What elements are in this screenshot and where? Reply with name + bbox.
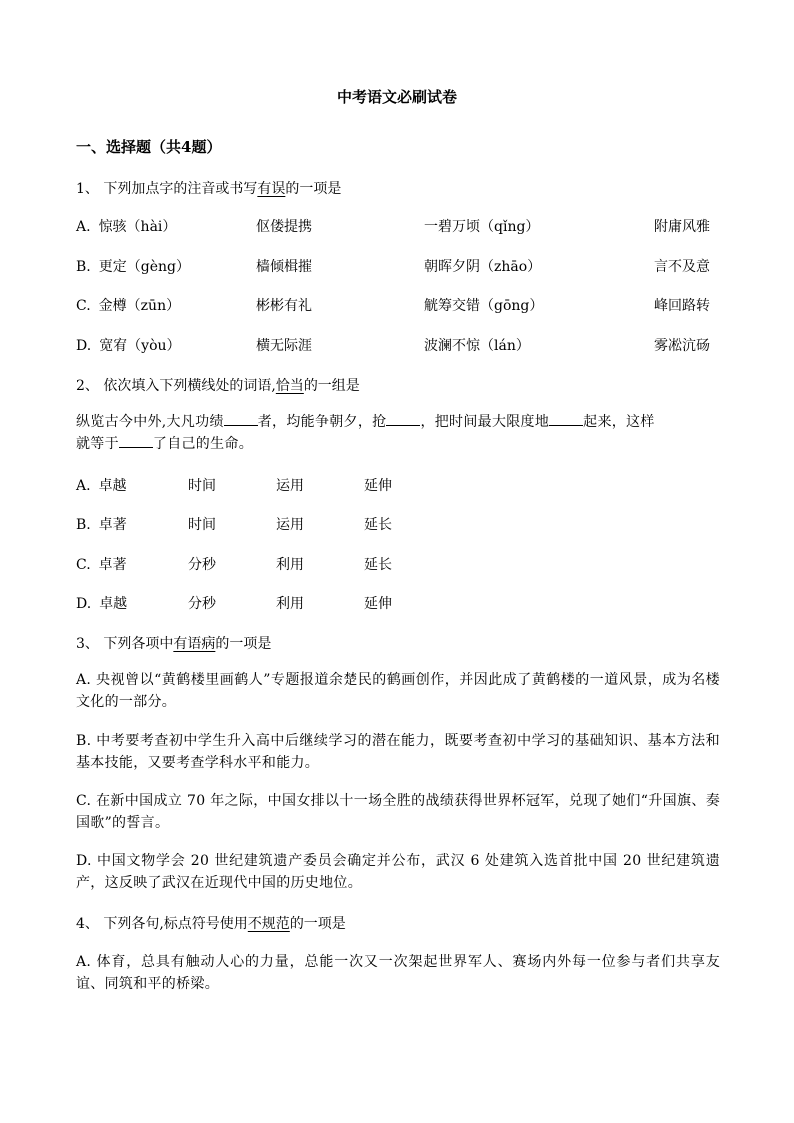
question-3-option-c: C. 在新中国成立 70 年之际，中国女排以十一场全胜的战绩获得世界杯冠军，兑现了她们“升国旗、奏国歌”的誓言。 xyxy=(76,793,720,831)
option-item xyxy=(76,554,127,574)
option-item xyxy=(76,256,190,276)
option-letter: D. xyxy=(76,596,92,612)
option-text: 宽宥（yòu） xyxy=(99,338,181,354)
option-item xyxy=(76,335,181,355)
option-item: 彬彬有礼 xyxy=(256,298,312,314)
option-letter: C. xyxy=(76,557,91,573)
option-item: 延长 xyxy=(364,557,392,573)
question-3-option-b: B. 中考要考查初中学生升入高中后继续学习的潜在能力，既要考查初中学习的基础知识、基本方法和基本技能，又要考查学科水平和能力。 xyxy=(76,733,720,771)
option-item: 时间 xyxy=(188,517,216,533)
option-item: 横无际涯 xyxy=(256,338,312,354)
option-item: 一碧万顷（qǐng） xyxy=(424,219,540,235)
question-1-stem: 1、 下列加点字的注音或书写有误的一项是 xyxy=(76,181,342,197)
option-letter: C. xyxy=(76,298,91,314)
option-item: 波澜不惊（lán） xyxy=(424,338,530,354)
question-2-option-a xyxy=(76,475,726,495)
option-letter: D. xyxy=(76,338,92,354)
option-text: 卓越 xyxy=(98,478,127,494)
fill-blank xyxy=(549,411,583,426)
option-item xyxy=(76,593,127,613)
option-item: 运用 xyxy=(276,478,304,494)
fill-blank xyxy=(386,411,420,426)
option-item: 峰回路转 xyxy=(654,298,710,314)
option-item: 利用 xyxy=(276,557,304,573)
question-4-stem: 4、 下列各句,标点符号使用不规范的一项是 xyxy=(76,916,346,932)
question-3-option-a: A. 央视曾以“黄鹤楼里画鹤人”专题报道余楚民的鹤画创作，并因此成了黄鹤楼的一道风景，成为名楼文化的一部分。 xyxy=(76,672,720,710)
question-2-option-b xyxy=(76,514,726,534)
question-2-passage: 纵览古今中外,大凡功绩 者，均能争朝夕，抢 ，把时间最大限度地 起来，这样 就等于 了自己的生命。 xyxy=(76,411,720,455)
page-title: 中考语文必刷试卷 xyxy=(336,88,457,106)
question-1-option-c xyxy=(76,295,726,315)
option-item: 伛偻提携 xyxy=(256,219,312,235)
option-item xyxy=(76,514,127,534)
option-text: 惊骇（hài） xyxy=(98,219,177,235)
option-item: 延伸 xyxy=(364,596,392,612)
option-item xyxy=(76,216,176,236)
section-heading: 一、选择题（共4题） xyxy=(76,138,222,156)
question-4-option-a: A. 体育，总具有触动人心的力量，总能一次又一次架起世界军人、赛场内外每一位参与者们共享友谊、同筑和平的桥梁。 xyxy=(76,954,720,992)
option-item: 延长 xyxy=(364,517,392,533)
fill-blank xyxy=(119,433,153,448)
fill-blank xyxy=(224,411,258,426)
option-item: 附庸风雅 xyxy=(654,219,710,235)
option-item: 分秒 xyxy=(188,557,216,573)
option-text: 更定（gèng） xyxy=(98,259,190,275)
option-item: 言不及意 xyxy=(654,259,710,275)
question-2-option-c xyxy=(76,554,726,574)
question-2-stem: 2、 依次填入下列横线处的词语,恰当的一组是 xyxy=(76,378,360,394)
option-item: 雾凇沆砀 xyxy=(654,338,710,354)
option-text: 金樽（zūn） xyxy=(98,298,181,314)
option-letter: B. xyxy=(76,259,91,275)
option-text: 卓著 xyxy=(98,557,127,573)
option-item: 朝晖夕阴（zhāo） xyxy=(424,259,542,275)
question-1-option-a xyxy=(76,216,726,236)
option-text: 卓越 xyxy=(99,596,128,612)
option-item: 利用 xyxy=(276,596,304,612)
option-item: 时间 xyxy=(188,478,216,494)
question-3-stem: 3、 下列各项中有语病的一项是 xyxy=(76,636,272,652)
option-item: 延伸 xyxy=(364,478,392,494)
option-item xyxy=(76,295,180,315)
option-letter: A. xyxy=(76,219,91,235)
option-letter: A. xyxy=(76,478,91,494)
question-1-option-d xyxy=(76,335,726,355)
question-3-option-d: D. 中国文物学会 20 世纪建筑遗产委员会确定并公布，武汉 6 处建筑入选首批中国 20 世纪建筑遗产，这反映了武汉在近现代中国的历史地位。 xyxy=(76,853,720,891)
option-item: 分秒 xyxy=(188,596,216,612)
question-1-option-b xyxy=(76,256,726,276)
option-item: 樯倾楫摧 xyxy=(256,259,312,275)
option-item: 觥筹交错（gōng） xyxy=(424,298,544,314)
option-item: 运用 xyxy=(276,517,304,533)
question-2-option-d xyxy=(76,593,726,613)
option-item xyxy=(76,475,127,495)
option-letter: B. xyxy=(76,517,91,533)
option-text: 卓著 xyxy=(98,517,127,533)
